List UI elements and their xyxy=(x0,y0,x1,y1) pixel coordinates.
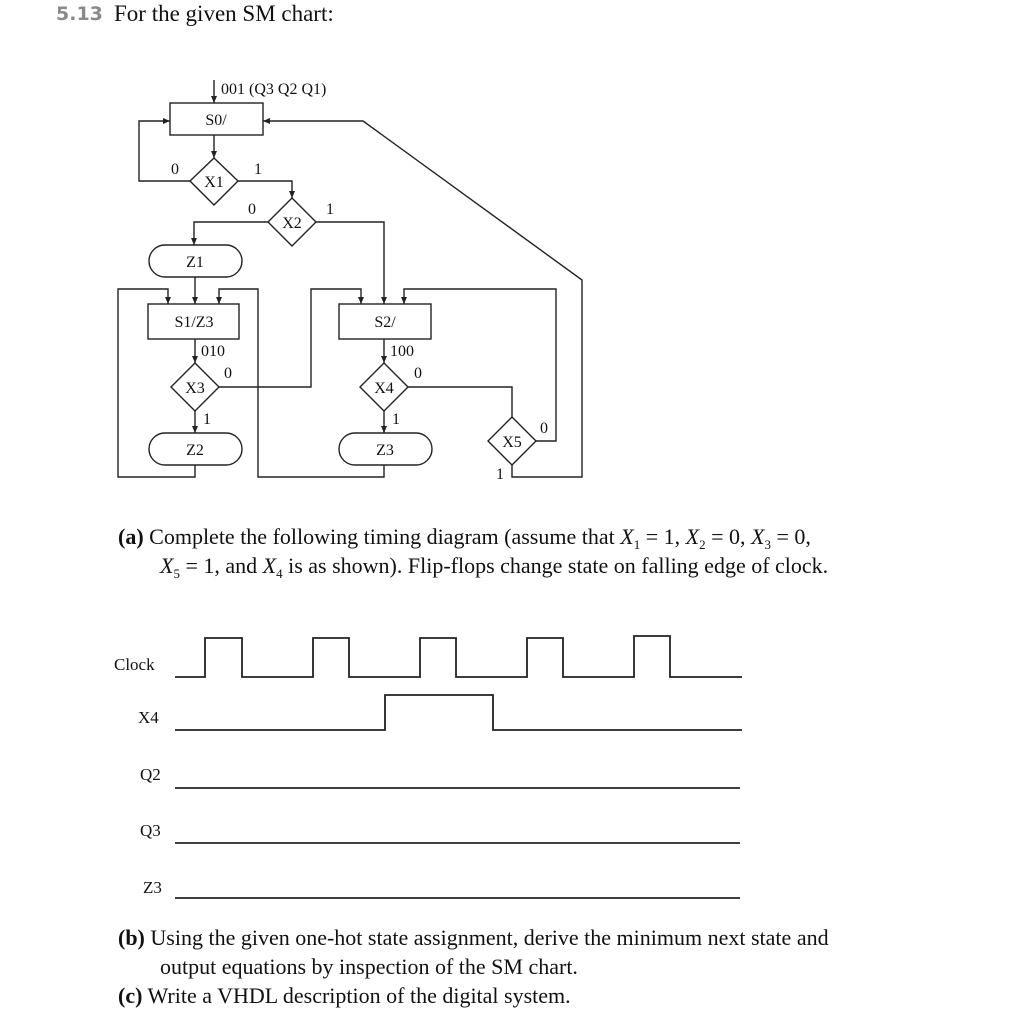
signal-label-x4: X4 xyxy=(138,708,159,727)
part-c-text: Write a VHDL description of the digital system. xyxy=(142,983,571,1008)
sub-2: 2 xyxy=(699,537,706,552)
problem-number: 5.13 xyxy=(56,3,103,25)
state-s1-label: S1/Z3 xyxy=(174,314,214,331)
output-z2-label: Z2 xyxy=(186,442,204,459)
var-x: X xyxy=(160,553,174,578)
state-s1-code: 010 xyxy=(201,343,225,360)
x3-one-label: 1 xyxy=(203,411,211,428)
state-s2-code: 100 xyxy=(390,343,414,360)
eq-2: = 0, xyxy=(705,524,751,549)
x4-zero-label: 0 xyxy=(414,365,422,382)
x4-one-label: 1 xyxy=(392,411,400,428)
output-z1-label: Z1 xyxy=(186,254,204,271)
part-a-rest: is as shown). Flip-flops change state on falling edge of clock. xyxy=(282,553,829,578)
part-c-label: (c) xyxy=(118,983,143,1008)
decision-x3-label: X3 xyxy=(185,380,205,397)
x2-zero-path xyxy=(194,222,268,245)
part-b-label: (b) xyxy=(118,925,145,950)
eq-3: = 0, xyxy=(770,524,811,549)
state-s0-label: S0/ xyxy=(205,112,227,129)
part-a-text: Complete the following timing diagram (assume that xyxy=(143,524,621,549)
part-a-line1 xyxy=(118,523,811,551)
x5-one-label: 1 xyxy=(496,466,504,483)
x1-zero-label: 0 xyxy=(171,161,179,178)
decision-x1-label: X1 xyxy=(204,174,224,191)
x1-one-path xyxy=(238,181,292,198)
x1-one-label: 1 xyxy=(254,161,262,178)
state-s2-label: S2/ xyxy=(374,314,396,331)
sub-3: 3 xyxy=(764,537,771,552)
x3-zero-label: 0 xyxy=(224,365,232,382)
x2-zero-label: 0 xyxy=(248,201,256,218)
timing-diagram xyxy=(114,636,742,898)
signal-label-z3: Z3 xyxy=(143,878,162,897)
sub-5: 5 xyxy=(173,566,180,581)
state-code-legend: 001 (Q3 Q2 Q1) xyxy=(221,81,327,98)
part-b-line1 xyxy=(118,924,829,952)
sub-4: 4 xyxy=(276,566,283,581)
decision-x2-label: X2 xyxy=(282,215,302,232)
eq-1: = 1, xyxy=(640,524,686,549)
part-a-line2 xyxy=(160,552,828,580)
var-x: X xyxy=(620,524,634,549)
signal-label-clock: Clock xyxy=(114,655,155,674)
var-x: X xyxy=(750,524,765,549)
part-a-label: (a) xyxy=(118,524,144,549)
signal-label-q3: Q3 xyxy=(140,821,161,840)
x4-zero-path xyxy=(408,387,512,417)
x4-waveform xyxy=(175,695,742,730)
clock-waveform xyxy=(175,636,742,677)
sub-1: 1 xyxy=(633,537,641,552)
output-z3-label: Z3 xyxy=(376,442,394,459)
x2-one-label: 1 xyxy=(326,201,334,218)
part-b-line2: output equations by inspection of the SM chart. xyxy=(160,954,578,979)
part-c xyxy=(118,982,571,1010)
var-x: X xyxy=(685,524,700,549)
x5-zero-label: 0 xyxy=(540,420,548,437)
signal-label-q2: Q2 xyxy=(140,765,161,784)
decision-x5-label: X5 xyxy=(502,434,522,451)
problem-title: For the given SM chart: xyxy=(114,1,334,26)
eq-5: = 1, and xyxy=(179,553,263,578)
part-b-text: Using the given one-hot state assignment, derive the minimum next state and xyxy=(144,925,829,950)
var-x: X xyxy=(262,553,277,578)
decision-x4-label: X4 xyxy=(374,380,394,397)
x2-one-path xyxy=(316,222,384,304)
sm-chart xyxy=(118,80,582,483)
